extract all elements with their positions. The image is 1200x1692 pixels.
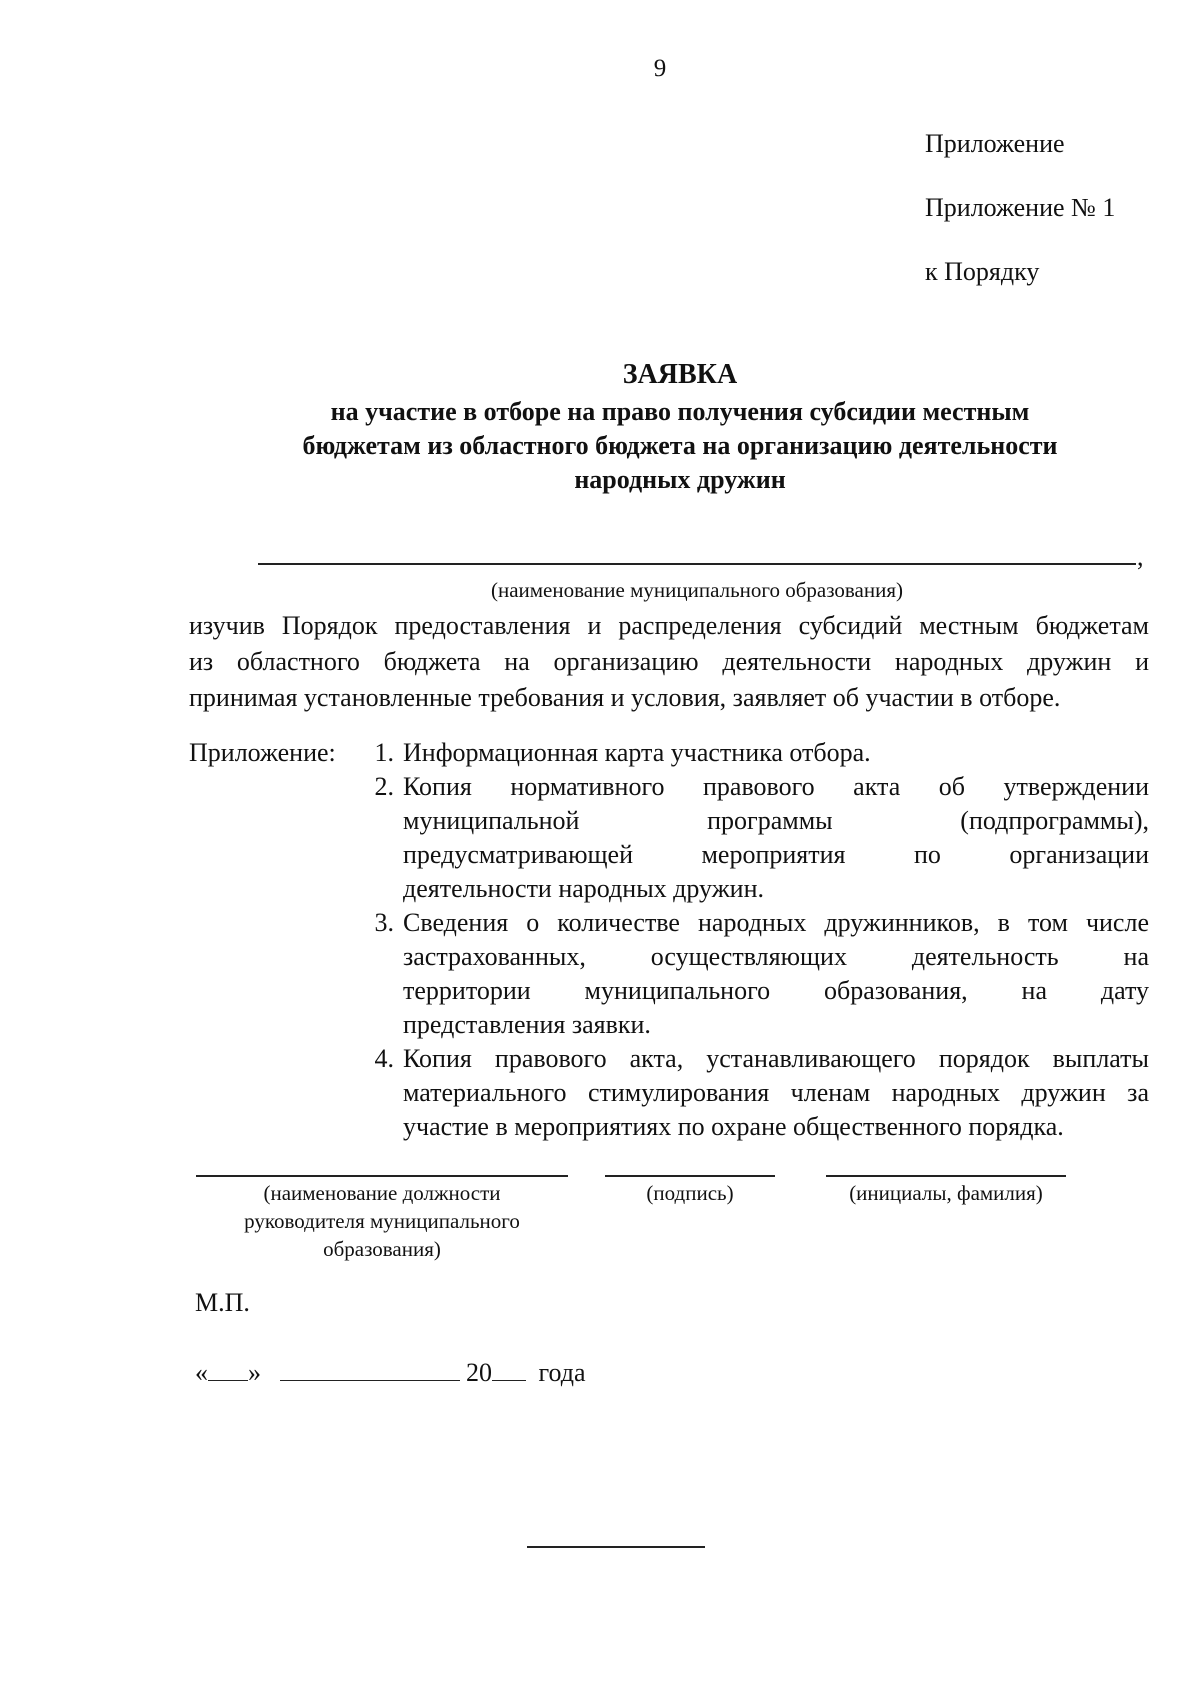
attachment-3-line-2: застрахованных, осуществляющих деятельность на — [403, 942, 1149, 971]
initials-name-caption: (инициалы, фамилия) — [849, 1181, 1043, 1205]
municipality-name-field[interactable] — [258, 563, 1136, 565]
close-quote: » — [248, 1358, 261, 1387]
appendix-label: Приложение — [925, 129, 1065, 158]
body-line-3: принимая установленные требования и условия, заявляет об участии в отборе. — [189, 683, 1061, 712]
attachment-4-line-2: материального стимулирования членам народных дружин за — [403, 1078, 1149, 1107]
attachment-number-4: 4. — [374, 1044, 394, 1073]
title-line-2: бюджетам из областного бюджета на организацию деятельности — [302, 431, 1058, 460]
appendix-reference: к Порядку — [925, 257, 1040, 286]
signature-caption: (подпись) — [646, 1181, 734, 1205]
date-line — [195, 1357, 586, 1389]
attachments-label: Приложение: — [189, 738, 336, 767]
stamp-place-label: М.П. — [195, 1288, 250, 1317]
attachment-2-line-4: деятельности народных дружин. — [403, 874, 764, 903]
signature-field[interactable] — [605, 1175, 775, 1177]
title-line-1: на участие в отборе на право получения субсидии местным — [330, 397, 1030, 426]
position-field[interactable] — [196, 1175, 568, 1177]
year-prefix: 20 — [466, 1358, 492, 1387]
initials-name-field[interactable] — [826, 1175, 1066, 1177]
year-field[interactable] — [492, 1358, 526, 1381]
appendix-number: Приложение № 1 — [925, 193, 1116, 222]
body-line-1: изучив Порядок предоставления и распределения субсидий местным бюджетам — [189, 611, 1149, 640]
end-separator — [527, 1546, 705, 1548]
attachment-number-1: 1. — [374, 738, 394, 767]
attachment-2-line-2: муниципальной программы (подпрограммы), — [403, 806, 1149, 835]
page-number: 9 — [653, 55, 667, 82]
attachment-4-line-1: Копия правового акта, устанавливающего порядок выплаты — [403, 1044, 1149, 1073]
field-comma: , — [1137, 542, 1144, 571]
position-caption-line-1: (наименование должности — [263, 1181, 501, 1205]
month-field[interactable] — [280, 1358, 460, 1381]
municipality-name-caption: (наименование муниципального образования) — [490, 578, 904, 602]
position-caption-line-3: образования) — [323, 1237, 441, 1261]
open-quote: « — [195, 1358, 208, 1387]
attachment-2-line-3: предусматривающей мероприятия по организации — [403, 840, 1149, 869]
attachment-3-line-1: Сведения о количестве народных дружинников, в том числе — [403, 908, 1149, 937]
position-caption-line-2: руководителя муниципального — [244, 1209, 520, 1233]
day-field[interactable] — [208, 1358, 248, 1381]
attachment-3-line-3: территории муниципального образования, на дату — [403, 976, 1149, 1005]
attachment-4-line-3: участие в мероприятиях по охране общественного порядка. — [403, 1112, 1064, 1141]
attachment-1-line-1: Информационная карта участника отбора. — [403, 738, 871, 767]
attachment-2-line-1: Копия нормативного правового акта об утверждении — [403, 772, 1149, 801]
title-line-3: народных дружин — [574, 465, 786, 494]
attachment-number-3: 3. — [374, 908, 394, 937]
document-title: ЗАЯВКА — [622, 359, 738, 390]
attachment-3-line-4: представления заявки. — [403, 1010, 651, 1039]
year-suffix: года — [538, 1358, 586, 1387]
body-line-2: из областного бюджета на организацию деятельности народных дружин и — [189, 647, 1149, 676]
attachment-number-2: 2. — [374, 772, 394, 801]
